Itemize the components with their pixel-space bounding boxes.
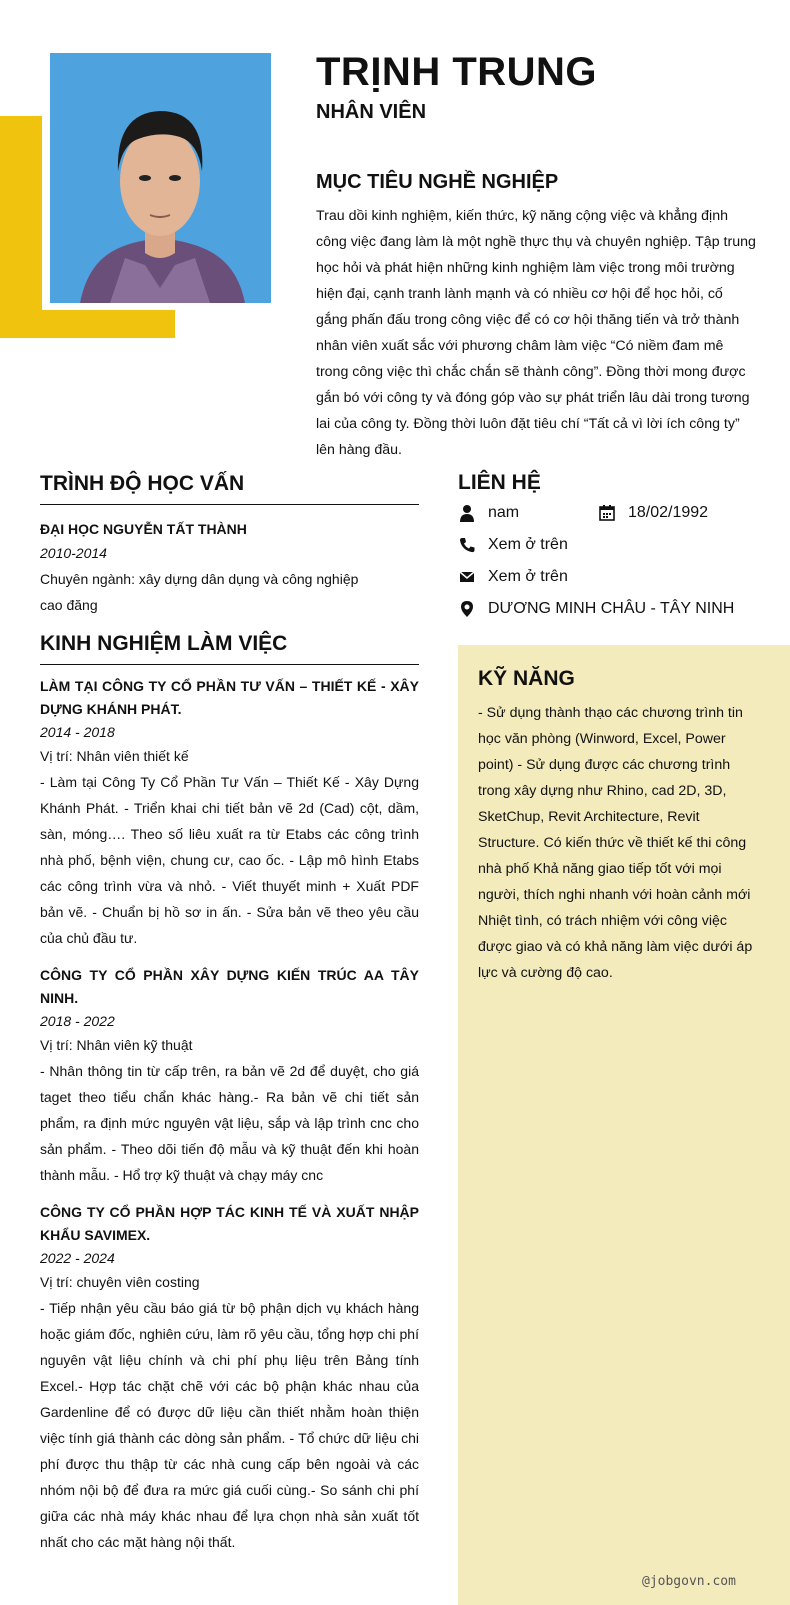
job-years: 2022 - 2024: [40, 1250, 115, 1266]
education-title: TRÌNH ĐỘ HỌC VẤN: [40, 472, 419, 505]
job-years: 2014 - 2018: [40, 724, 115, 740]
skills-title: KỸ NĂNG: [478, 667, 575, 690]
location-icon: [458, 600, 476, 618]
objective-title: MỤC TIÊU NGHỀ NGHIỆP: [316, 171, 559, 193]
job-position: Vị trí: Nhân viên thiết kế: [40, 748, 189, 764]
job-company: LÀM TẠI CÔNG TY CỔ PHẦN TƯ VẤN – THIẾT KẾ - XÂY DỰNG KHÁNH PHÁT.: [40, 678, 419, 717]
mail-icon: [458, 568, 476, 586]
accent-bar-vertical: [0, 116, 42, 338]
candidate-name: TRỊNH TRUNG: [316, 50, 598, 94]
calendar-icon: [598, 504, 616, 522]
contact-gender-value: nam: [488, 504, 520, 521]
person-icon: [458, 504, 476, 522]
job-position: Vị trí: Nhân viên kỹ thuật: [40, 1037, 193, 1053]
contact-phone: [458, 536, 568, 554]
contact-title: LIÊN HỆ: [458, 471, 541, 494]
education-school: ĐẠI HỌC NGUYỄN TẤT THÀNH: [40, 521, 247, 537]
job-description: - Nhân thông tin từ cấp trên, ra bản vẽ 2d để duyệt, cho giá taget theo tiểu chẩn khác hàng.- Ra bản vẽ chi tiết sản phẩm, ra định mức nguyên vật liệu, sắp và lập trình cnc cho sản phẩm. - Theo dõi tiến độ mẫu và kỹ thuật đến khi hoàn thành mẫu. - Hổ trợ kỹ thuật và chạy máy cnc: [40, 1063, 419, 1183]
experience-section: [40, 632, 419, 1555]
skills-text: - Sử dụng thành thạo các chương trình tin học văn phòng (Winword, Excel, Power point) - Sử dụng được các chương trình trong xây dựng như Rhino, cad 2D, 3D, SketChup, Revit Architecture, Revit Structure. Có kiến thức về thiết kế thi công nhà phố Khả năng giao tiếp tốt với mọi người, thích nghi nhanh với hoàn cảnh mới Nhiệt tình, có trách nhiệm với công việc được giao và có khả năng làm việc dưới áp lực và cường độ cao.: [478, 705, 753, 981]
contact-address-value: DƯƠNG MINH CHÂU - TÂY NINH: [488, 600, 735, 617]
job-position: Vị trí: chuyên viên costing: [40, 1274, 200, 1290]
job-description: - Tiếp nhận yêu cầu báo giá từ bộ phận dịch vụ khách hàng hoặc giám đốc, nghiên cứu, làm rõ yêu cầu, tổng hợp chi phí nguyên vật liệu chính và chi phí phụ liệu trên Bảng tính Excel.- Hợp tác chặt chẽ với các bộ phận khác nhau của Gardenline để có được dữ liệu cần thiết nhằm hoàn thiện việc tính giá thành các dòng sản phẩm. - Tổ chức dữ liệu chi phí được thu thập từ các nhà cung cấp bên ngoài và các nhóm nội bộ để đưa ra mức giá cuối cùng.- So sánh chi phí giữa các nhà máy khác nhau để lựa chọn nhà sản xuất tốt nhất cho các mặt hàng nội thất.: [40, 1300, 419, 1550]
contact-phone-value: Xem ở trên: [488, 536, 568, 553]
education-major: Chuyên ngành: xây dựng dân dụng và công nghiệp cao đăng: [40, 571, 359, 613]
job-entry: [40, 964, 419, 1188]
contact-birthday: [598, 504, 708, 522]
phone-icon: [458, 536, 476, 554]
job-years: 2018 - 2022: [40, 1013, 115, 1029]
contact-birthday-value: 18/02/1992: [628, 504, 709, 521]
contact-address: [458, 600, 734, 618]
education-section: [40, 472, 419, 618]
profile-photo: [50, 53, 271, 303]
job-description: - Làm tại Công Ty Cổ Phần Tư Vấn – Thiết Kế - Xây Dựng Khánh Phát. - Triển khai chi tiết bản vẽ 2d (Cad) cột, dầm, sàn, móng…. Theo số liêu xuất ra từ Etabs các công trình nhà phố, bệnh viện, chung cư, cao ốc. - Lập mô hình Etabs các công trình vừa và nhỏ. - Viết thuyết minh + Xuất PDF bản vẽ. - Chuẩn bị hồ sơ in ấn. - Sửa bản vẽ theo yêu cầu của chủ đầu tư.: [40, 774, 419, 946]
job-company: CÔNG TY CỔ PHẦN XÂY DỰNG KIẾN TRÚC AA TÂY NINH.: [40, 967, 419, 1006]
objective-text: Trau dồi kinh nghiệm, kiến thức, kỹ năng cộng việc và khẳng định công việc đang làm là một nghề thực thụ và chuyên nghiệp. Tập trung học hỏi và phát hiện những kinh nghiệm làm việc trong môi trường hiện đại, cạnh tranh lành mạnh và có nhiều cơ hội để học hỏi, cố gắng phấn đấu trong công việc để có cơ hội thăng tiến và trở thành nhân viên xuất sắc với phương châm làm việc “Có niềm đam mê trong công việc thì chắc chắn sẽ thành công”. Đồng thời mong được gắn bó với công ty và đóng góp vào sự phát triển lâu dài trong tương lai của công ty. Đồng thời luôn đặt tiêu chí “Tất cả vì lời ích công ty” lên hàng đầu.: [316, 208, 756, 458]
education-years: 2010-2014: [40, 545, 107, 561]
job-company: CÔNG TY CỔ PHẦN HỢP TÁC KINH TẾ VÀ XUẤT NHẬP KHẨU SAVIMEX.: [40, 1204, 419, 1243]
contact-gender: [458, 504, 519, 522]
accent-bar-horizontal: [0, 310, 175, 338]
watermark: @jobgovn.com: [642, 1574, 736, 1589]
candidate-role: NHÂN VIÊN: [316, 101, 427, 123]
job-entry: [40, 675, 419, 951]
contact-email: [458, 568, 568, 586]
experience-title: KINH NGHIỆM LÀM VIỆC: [40, 632, 419, 665]
job-entry: [40, 1201, 419, 1555]
contact-email-value: Xem ở trên: [488, 568, 568, 585]
